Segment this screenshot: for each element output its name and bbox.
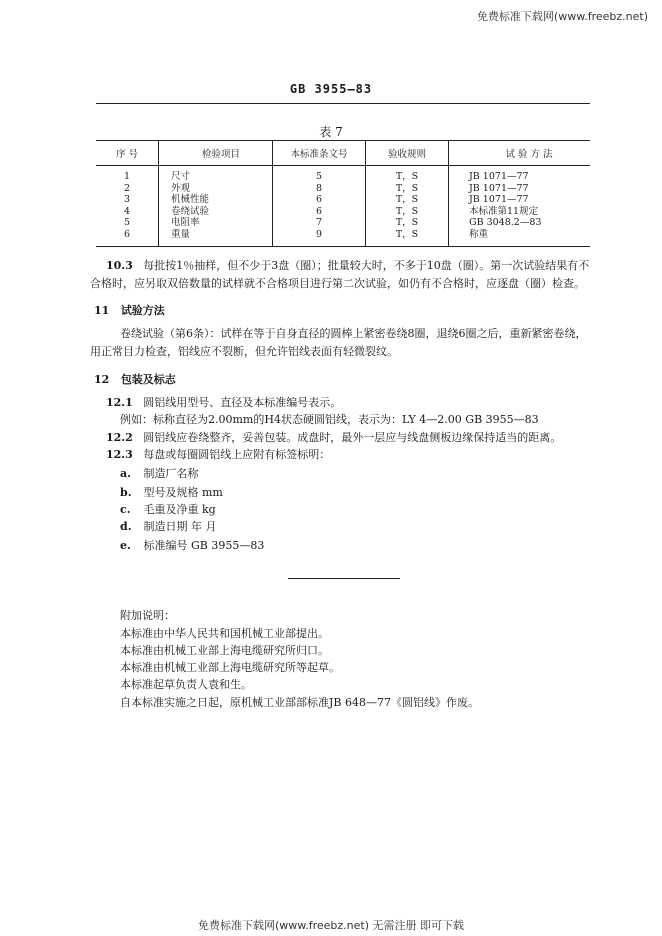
table-cell: JB 1071—77 <box>449 183 591 195</box>
notes-line: 本标准由机械工业部上海电缆研究所归口。 <box>120 644 329 657</box>
table-cell: 9 <box>273 229 366 247</box>
table-cell: T，S <box>366 206 449 218</box>
table-cell: 7 <box>273 217 366 229</box>
table-cell: 本标准第11规定 <box>449 206 591 218</box>
item-text: 标准编号 GB 3955—83 <box>143 539 265 552</box>
table-cell: GB 3048.2—83 <box>449 217 591 229</box>
item-letter: c. <box>120 503 131 516</box>
clause-text: 圆铝线用型号、直径及本标准编号表示。 <box>143 396 342 409</box>
section-divider <box>288 578 400 579</box>
section-title: 试验方法 <box>120 304 165 317</box>
notes-line: 自本标准实施之日起，原机械工业部部标准JB 648—77《圆铝线》作废。 <box>120 696 479 709</box>
table-cell: T，S <box>366 229 449 247</box>
column-header: 试 验 方 法 <box>449 141 591 166</box>
section-number: 12 <box>94 373 110 386</box>
table-cell: JB 1071—77 <box>449 166 591 183</box>
table-cell: 6 <box>96 229 159 247</box>
section-11-para-line2: 用正常目力检查，铝线应不裂断，但允许铝线表面有轻微裂纹。 <box>90 345 398 358</box>
table-cell: 3 <box>123 194 131 205</box>
table-cell: T，S <box>366 166 449 183</box>
standard-number-header: GB 3955—83 <box>289 82 373 96</box>
notes-line: 本标准起草负责人袁和生。 <box>120 678 252 691</box>
table-row <box>96 217 590 229</box>
table-cell: 重量 <box>159 229 273 247</box>
table-cell: T，S <box>366 183 449 195</box>
section-number: 11 <box>94 304 110 317</box>
clause-12-1 <box>106 394 341 412</box>
table-header-row <box>96 141 590 166</box>
column-header: 检验项目 <box>159 141 273 166</box>
notes-heading: 附加说明： <box>120 609 175 622</box>
table-cell: 4 <box>123 205 131 217</box>
column-header: 验收规则 <box>366 141 449 166</box>
label-item-d <box>120 518 217 536</box>
clause-12-1-example: 例如：标称直径为2.00mm的H4状态硬圆铝线，表示为：LY 4—2.00 GB 3955—83 <box>120 413 539 426</box>
item-text: 制造日期 年 月 <box>143 520 217 533</box>
table-cell: 5 <box>273 166 366 183</box>
table-cell: 机械性能 <box>159 194 273 206</box>
label-item-b <box>120 484 223 502</box>
clause-number: 10.3 <box>106 259 133 272</box>
table-title: 表 7 <box>319 125 343 139</box>
table-row <box>96 194 590 206</box>
column-header: 序 号 <box>96 141 159 166</box>
table-row <box>96 183 590 195</box>
table-cell: 5 <box>123 217 131 228</box>
clause-text: 圆铝线应卷绕整齐，妥善包装。成盘时，最外一层应与线盘侧板边缘保持适当的距离。 <box>143 431 562 444</box>
notes-line: 本标准由机械工业部上海电缆研究所等起草。 <box>120 661 340 674</box>
clause-text: 每盘或每圈圆铝线上应附有标签标明： <box>143 448 331 461</box>
table-cell: 外观 <box>159 183 273 195</box>
label-item-a <box>120 465 199 483</box>
clause-10-3-line1 <box>106 257 606 275</box>
header-rule <box>96 103 590 104</box>
table-cell: 2 <box>123 182 131 194</box>
table-cell: T，S <box>366 194 449 206</box>
inspection-table <box>96 140 590 247</box>
table-cell: T，S <box>366 217 449 229</box>
clause-12-2 <box>106 429 561 447</box>
clause-number: 12.3 <box>106 448 133 461</box>
item-letter: a. <box>120 467 131 480</box>
clause-text: 每批按1％抽样，但不少于3盘（圈）；批量较大时，不多于10盘（圈）。第一次试验结果有不 <box>143 259 590 272</box>
label-item-e <box>120 537 264 555</box>
table-cell: 尺寸 <box>159 166 273 183</box>
label-item-c <box>120 501 216 519</box>
table-row <box>96 229 590 247</box>
item-letter: b. <box>120 486 132 499</box>
table-cell: 1 <box>123 171 131 182</box>
notes-line: 本标准由中华人民共和国机械工业部提出。 <box>120 627 329 640</box>
watermark-top: 免费标准下载网(www.freebz.net) <box>476 10 648 23</box>
item-letter: d. <box>120 520 132 533</box>
table-row <box>96 166 590 183</box>
section-title: 包装及标志 <box>120 373 176 386</box>
section-12-heading <box>94 371 176 389</box>
table-cell: 称重 <box>449 229 591 247</box>
item-text: 毛重及净重 kg <box>143 503 216 516</box>
item-text: 型号及规格 mm <box>143 486 223 499</box>
clause-12-3 <box>106 446 330 464</box>
table-cell: 6 <box>273 194 366 206</box>
table-cell: 卷绕试验 <box>159 206 273 218</box>
clause-number: 12.1 <box>106 396 133 409</box>
section-11-heading <box>94 302 165 320</box>
table-cell: 6 <box>273 206 366 218</box>
item-letter: e. <box>120 539 131 552</box>
clause-number: 12.2 <box>106 431 133 444</box>
item-text: 制造厂名称 <box>143 467 199 480</box>
watermark-bottom: 免费标准下载网(www.freebz.net) 无需注册 即可下载 <box>197 919 465 932</box>
table-cell: 电阻率 <box>159 217 273 229</box>
table-row <box>96 206 590 218</box>
column-header: 本标准条文号 <box>273 141 366 166</box>
section-11-para-line1: 卷绕试验（第6条）：试样在等于自身直径的圆棒上紧密卷绕8圈，退绕6圈之后，重新紧密卷绕， <box>120 327 587 340</box>
table-cell: JB 1071—77 <box>449 194 591 206</box>
table-cell: 8 <box>273 183 366 195</box>
clause-10-3-line2: 合格时，应另取双倍数量的试样就不合格项目进行第二次试验，如仍有不合格时，应逐盘（圈）检查。 <box>90 277 585 290</box>
